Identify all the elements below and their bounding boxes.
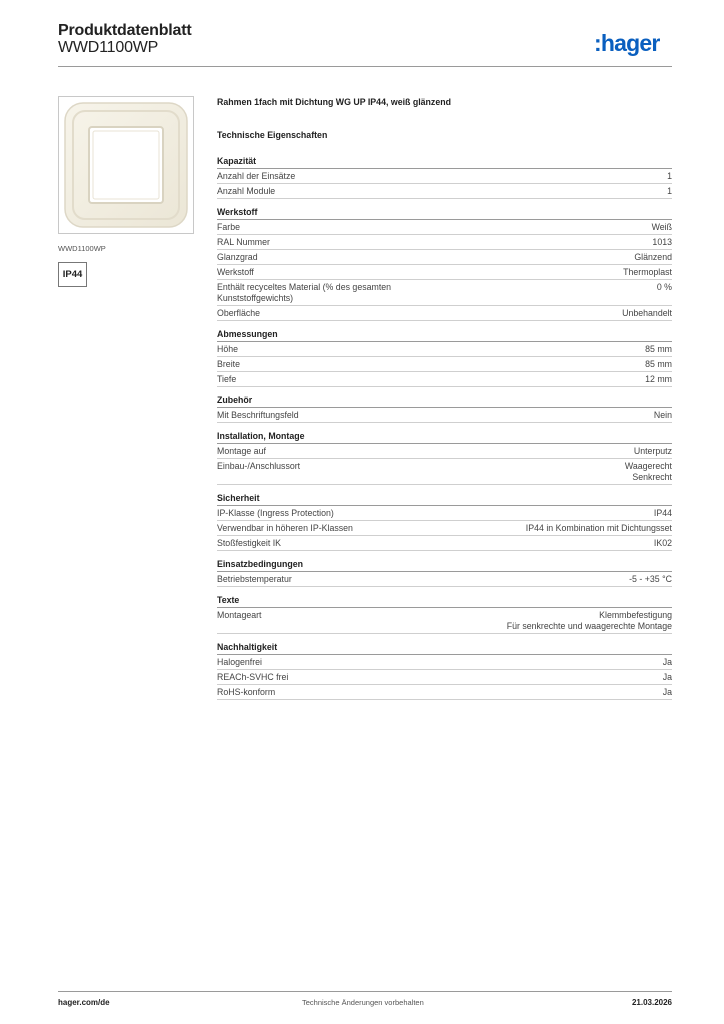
spec-row: [217, 372, 672, 387]
spec-label: Verwendbar in höheren IP-Klassen: [217, 522, 353, 533]
logo-dots-icon: :: [594, 30, 601, 56]
spec-label: Breite: [217, 358, 240, 369]
spec-sections: [217, 156, 672, 700]
spec-label: Einbau-/Anschlussort: [217, 460, 301, 471]
spec-label: Höhe: [217, 343, 239, 354]
spec-section: [217, 329, 672, 387]
spec-label: Montage auf: [217, 445, 266, 456]
spec-value: 0 %: [656, 281, 672, 292]
spec-row: [217, 184, 672, 199]
spec-row: [217, 220, 672, 235]
spec-label: RoHS-konform: [217, 686, 276, 697]
spec-label: RAL Nummer: [217, 236, 270, 247]
spec-value: 85 mm: [645, 343, 672, 354]
spec-section: [217, 642, 672, 700]
spec-row: [217, 265, 672, 280]
logo-text: hager: [600, 30, 660, 56]
product-image: [58, 96, 194, 234]
image-caption: WWD1100WP: [58, 244, 106, 253]
spec-value: Unterputz: [633, 445, 672, 456]
spec-label: Enthält recyceltes Material (% des gesamten Kunststoffgewichts): [217, 281, 392, 303]
spec-row: [217, 342, 672, 357]
spec-row: [217, 250, 672, 265]
spec-section: [217, 595, 672, 634]
spec-section: [217, 156, 672, 199]
spec-row: [217, 444, 672, 459]
spec-row: [217, 572, 672, 587]
spec-row: [217, 521, 672, 536]
spec-value: -5 - +35 °C: [629, 573, 672, 584]
footer-note: Technische Änderungen vorbehalten: [302, 998, 424, 1007]
frame-image-icon: [59, 97, 193, 233]
footer-website: hager.com/de: [58, 998, 110, 1007]
hager-logo: [594, 30, 660, 57]
spec-row: [217, 506, 672, 521]
footer-divider: [58, 991, 672, 992]
spec-section: [217, 207, 672, 321]
spec-value: 1: [667, 185, 672, 196]
spec-row: [217, 670, 672, 685]
spec-section: [217, 559, 672, 587]
spec-value: Thermoplast: [623, 266, 672, 277]
spec-row: [217, 169, 672, 184]
spec-value: 1: [667, 170, 672, 181]
spec-label: Werkstoff: [217, 266, 254, 277]
spec-section: [217, 493, 672, 551]
spec-row: [217, 235, 672, 250]
section-heading: Zubehör: [217, 395, 672, 408]
spec-label: Betriebstemperatur: [217, 573, 292, 584]
section-heading: Texte: [217, 595, 672, 608]
footer-date: 21.03.2026: [631, 998, 672, 1007]
header-divider: [58, 66, 672, 67]
spec-label: IP-Klasse (Ingress Protection): [217, 507, 334, 518]
spec-row: [217, 608, 672, 634]
spec-row: [217, 408, 672, 423]
product-code: WWD1100WP: [58, 39, 159, 56]
spec-value: Ja: [662, 686, 672, 697]
spec-label: Glanzgrad: [217, 251, 258, 262]
spec-row: [217, 357, 672, 372]
spec-section: [217, 431, 672, 485]
section-heading: Werkstoff: [217, 207, 672, 220]
spec-label: Halogenfrei: [217, 656, 262, 667]
spec-value: Klemmbefestigung Für senkrechte und waagerechte Montage: [506, 609, 672, 631]
section-heading: Kapazität: [217, 156, 672, 169]
spec-row: [217, 306, 672, 321]
spec-value: Ja: [662, 656, 672, 667]
spec-label: REACh-SVHC frei: [217, 671, 289, 682]
spec-row: [217, 536, 672, 551]
spec-value: Nein: [653, 409, 672, 420]
section-heading: Einsatzbedingungen: [217, 559, 672, 572]
spec-value: Glänzend: [634, 251, 672, 262]
spec-content: [217, 96, 672, 700]
spec-value: Unbehandelt: [622, 307, 672, 318]
spec-label: Tiefe: [217, 373, 237, 384]
spec-row: [217, 459, 672, 485]
spec-label: Mit Beschriftungsfeld: [217, 409, 299, 420]
spec-label: Montageart: [217, 609, 262, 620]
spec-value: IP44 in Kombination mit Dichtungsset: [525, 522, 672, 533]
spec-value: 12 mm: [645, 373, 672, 384]
spec-value: 85 mm: [645, 358, 672, 369]
spec-value: IK02: [653, 537, 672, 548]
spec-label: Anzahl Module: [217, 185, 276, 196]
section-heading: Abmessungen: [217, 329, 672, 342]
spec-value: Weiß: [651, 221, 672, 232]
spec-label: Anzahl der Einsätze: [217, 170, 296, 181]
section-heading: Sicherheit: [217, 493, 672, 506]
section-heading: Nachhaltigkeit: [217, 642, 672, 655]
spec-row: [217, 280, 672, 306]
spec-value: Waagerecht Senkrecht: [624, 460, 672, 482]
spec-value: Ja: [662, 671, 672, 682]
spec-row: [217, 685, 672, 700]
spec-label: Farbe: [217, 221, 240, 232]
page-title: Produktdatenblatt: [58, 22, 192, 39]
spec-label: Stoßfestigkeit IK: [217, 537, 282, 548]
ip-badge: IP44: [58, 262, 87, 287]
product-title: Rahmen 1fach mit Dichtung WG UP IP44, weiß glänzend: [217, 97, 451, 107]
spec-row: [217, 655, 672, 670]
spec-section: [217, 395, 672, 423]
section-heading: Installation, Montage: [217, 431, 672, 444]
tech-title: Technische Eigenschaften: [217, 130, 328, 140]
spec-value: IP44: [653, 507, 672, 518]
spec-label: Oberfläche: [217, 307, 261, 318]
spec-value: 1013: [652, 236, 672, 247]
